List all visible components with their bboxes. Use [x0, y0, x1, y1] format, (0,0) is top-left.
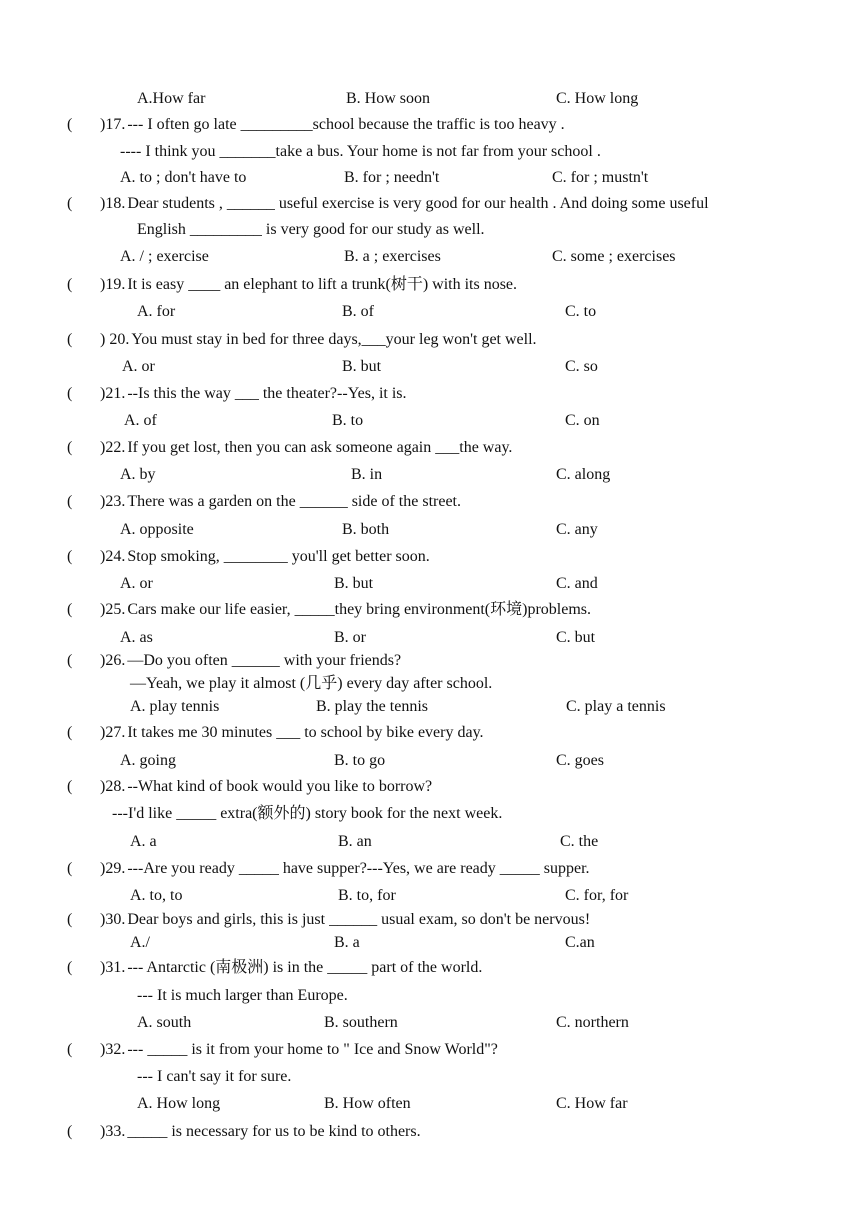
option-c: C. some ; exercises: [552, 248, 676, 265]
option-a: A. or: [120, 575, 153, 592]
option-c: C. How far: [556, 1095, 628, 1112]
question-text: --Is this the way ___ the theater?--Yes, it is.: [127, 385, 407, 402]
option-b: B. to: [332, 412, 364, 429]
option-c: C. northern: [556, 1014, 629, 1031]
continuation-text: --- It is much larger than Europe.: [137, 987, 348, 1004]
option-b: B. southern: [324, 1014, 398, 1031]
question-text: --- Antarctic (南极洲) is in the _____ part of the world.: [127, 959, 483, 976]
option-a: A. How long: [137, 1095, 221, 1112]
question-number: )19.: [100, 276, 126, 293]
question-number: )22.: [100, 439, 126, 456]
option-a: A./: [130, 934, 150, 951]
option-b: B. or: [334, 629, 366, 646]
option-a: A. play tennis: [130, 698, 220, 715]
options-row: [0, 627, 868, 649]
answer-paren: (: [67, 1041, 73, 1058]
question-continuation: [0, 1066, 868, 1088]
question-row: [0, 1039, 868, 1061]
options-row: [0, 885, 868, 907]
question-text: Cars make our life easier, _____they bring environment(环境)problems.: [127, 601, 592, 618]
continuation-text: English _________ is very good for our study as well.: [137, 221, 485, 238]
answer-paren: (: [67, 724, 73, 741]
option-c: C. along: [556, 466, 611, 483]
option-c: C. How long: [556, 90, 639, 107]
question-text: —Do you often ______ with your friends?: [127, 652, 402, 669]
option-c: C. the: [560, 833, 599, 850]
question-number: )30.: [100, 911, 126, 928]
option-c: C. so: [565, 358, 598, 375]
answer-paren: (: [67, 493, 73, 510]
answer-paren: (: [67, 116, 73, 133]
option-b: B. of: [342, 303, 374, 320]
question-text: It is easy ____ an elephant to lift a trunk(树干) with its nose.: [127, 276, 518, 293]
option-a: A. opposite: [120, 521, 194, 538]
option-b: B. but: [334, 575, 374, 592]
continuation-text: ---- I think you _______take a bus. Your home is not far from your school .: [120, 143, 601, 160]
option-b: B. in: [351, 466, 383, 483]
question-row: [0, 909, 868, 931]
question-row: [0, 1121, 868, 1143]
options-row: [0, 301, 868, 323]
options-row: [0, 464, 868, 486]
question-text: Dear students , ______ useful exercise is very good for our health . And doing some useful: [127, 195, 709, 212]
answer-paren: (: [67, 195, 73, 212]
question-number: )32.: [100, 1041, 126, 1058]
options-row: [0, 246, 868, 268]
option-b: B. both: [342, 521, 390, 538]
options-row: [0, 932, 868, 954]
question-text: There was a garden on the ______ side of the street.: [127, 493, 461, 510]
answer-paren: (: [67, 1123, 73, 1140]
question-number: )31.: [100, 959, 126, 976]
question-continuation: [0, 141, 868, 163]
question-continuation: [0, 803, 868, 825]
question-number: )21.: [100, 385, 126, 402]
option-a: A. south: [137, 1014, 192, 1031]
option-a: A. / ; exercise: [120, 248, 209, 265]
options-row: [0, 1093, 868, 1115]
question-text: _____ is necessary for us to be kind to others.: [127, 1123, 421, 1140]
top-options-row: [0, 88, 868, 110]
option-c: C. for, for: [565, 887, 629, 904]
question-row: [0, 599, 868, 621]
question-row: [0, 437, 868, 459]
question-number: )26.: [100, 652, 126, 669]
question-row: [0, 546, 868, 568]
answer-paren: (: [67, 860, 73, 877]
question-number: )25.: [100, 601, 126, 618]
answer-paren: (: [67, 601, 73, 618]
continuation-text: ---I'd like _____ extra(额外的) story book for the next week.: [112, 805, 503, 822]
option-b: B. How soon: [346, 90, 431, 107]
question-text: --- I often go late _________school because the traffic is too heavy .: [127, 116, 565, 133]
options-row: [0, 519, 868, 541]
answer-paren: (: [67, 959, 73, 976]
answer-paren: (: [67, 276, 73, 293]
question-number: )18.: [100, 195, 126, 212]
answer-paren: (: [67, 385, 73, 402]
answer-paren: (: [67, 548, 73, 565]
question-row: [0, 383, 868, 405]
option-a: A. as: [120, 629, 153, 646]
answer-paren: (: [67, 331, 73, 348]
continuation-text: --- I can't say it for sure.: [137, 1068, 292, 1085]
question-row: [0, 274, 868, 296]
option-b: B. How often: [324, 1095, 411, 1112]
option-a: A. of: [124, 412, 157, 429]
question-continuation: [0, 673, 868, 695]
options-row: [0, 831, 868, 853]
question-text: Dear boys and girls, this is just ______ usual exam, so don't be nervous!: [127, 911, 591, 928]
question-number: )29.: [100, 860, 126, 877]
option-a: A. going: [120, 752, 176, 769]
options-row: [0, 356, 868, 378]
option-b: B. to, for: [338, 887, 396, 904]
option-a: A. or: [122, 358, 155, 375]
answer-paren: (: [67, 911, 73, 928]
continuation-text: —Yeah, we play it almost (几乎) every day after school.: [130, 675, 493, 692]
options-row: [0, 573, 868, 595]
option-a: A. by: [120, 466, 156, 483]
option-b: B. an: [338, 833, 372, 850]
question-row: [0, 329, 868, 351]
question-row: [0, 650, 868, 672]
question-continuation: [0, 985, 868, 1007]
question-text: --What kind of book would you like to borrow?: [127, 778, 433, 795]
option-b: B. play the tennis: [316, 698, 428, 715]
question-row: [0, 776, 868, 798]
option-c: C. for ; mustn't: [552, 169, 649, 186]
question-row: [0, 193, 868, 215]
option-b: B. a ; exercises: [344, 248, 441, 265]
question-text: Stop smoking, ________ you'll get better soon.: [127, 548, 430, 565]
options-row: [0, 167, 868, 189]
options-row: [0, 696, 868, 718]
question-text: --- _____ is it from your home to " Ice and Snow World"?: [127, 1041, 498, 1058]
question-text: ---Are you ready _____ have supper?---Yes, we are ready _____ supper.: [127, 860, 590, 877]
option-a: A. to ; don't have to: [120, 169, 247, 186]
option-a: A. a: [130, 833, 157, 850]
question-text: You must stay in bed for three days,___your leg won't get well.: [131, 331, 537, 348]
question-text: It takes me 30 minutes ___ to school by bike every day.: [127, 724, 484, 741]
answer-paren: (: [67, 652, 73, 669]
question-row: [0, 491, 868, 513]
option-c: C. play a tennis: [566, 698, 666, 715]
question-row: [0, 114, 868, 136]
option-b: B. to go: [334, 752, 386, 769]
answer-paren: (: [67, 778, 73, 795]
question-number: )23.: [100, 493, 126, 510]
option-b: B. for ; needn't: [344, 169, 440, 186]
option-c: C. any: [556, 521, 598, 538]
question-continuation: [0, 219, 868, 241]
options-row: [0, 750, 868, 772]
option-b: B. a: [334, 934, 360, 951]
answer-paren: (: [67, 439, 73, 456]
option-c: C. to: [565, 303, 597, 320]
question-row: [0, 957, 868, 979]
option-c: C. and: [556, 575, 598, 592]
question-row: [0, 722, 868, 744]
question-number: )17.: [100, 116, 126, 133]
question-number: )27.: [100, 724, 126, 741]
options-row: [0, 410, 868, 432]
question-number: )28.: [100, 778, 126, 795]
question-number: )33.: [100, 1123, 126, 1140]
option-c: C. but: [556, 629, 596, 646]
question-number: )24.: [100, 548, 126, 565]
option-c: C. on: [565, 412, 600, 429]
option-b: B. but: [342, 358, 382, 375]
options-row: [0, 1012, 868, 1034]
question-text: If you get lost, then you can ask someone again ___the way.: [127, 439, 513, 456]
option-a: A. to, to: [130, 887, 183, 904]
option-c: C. goes: [556, 752, 604, 769]
question-number: ) 20.: [100, 331, 130, 348]
option-a: A. for: [137, 303, 176, 320]
option-a: A.How far: [137, 90, 206, 107]
question-row: [0, 858, 868, 880]
option-c: C.an: [565, 934, 595, 951]
